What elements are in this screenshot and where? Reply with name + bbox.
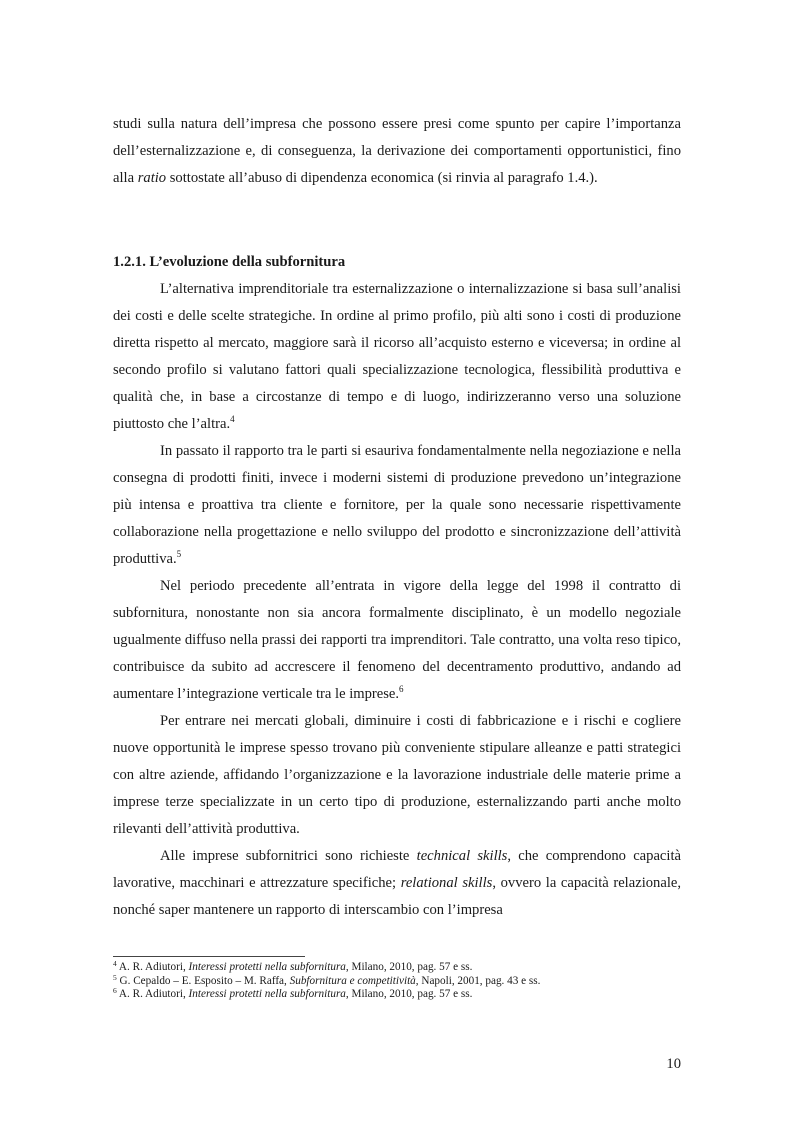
section-body	[113, 276, 681, 924]
intro-paragraph	[113, 111, 681, 192]
paragraph-3: Nel periodo precedente all’entrata in vigore della legge del 1998 il contratto di subfornitura, nonostante non sia ancora formalmente disciplinato, è un modello negoziale ugualmente diffuso nella prassi dei rapporti tra imprenditori. Tale contratto, una volta reso tipico, contribuisce da subito ad accrescere il fenomeno del decentramento produttivo, andando ad aumentare l’integrazione verticale tra le imprese.$^6$	[113, 578, 681, 702]
footnote-ref-6[interactable]: 6	[399, 684, 404, 694]
section-heading: 1.2.1. L’evoluzione della subfornitura	[113, 254, 346, 270]
intro-text-2: sottostate all’abuso di dipendenza economica (si rinvia al paragrafo 1.4.).	[166, 170, 598, 186]
footnote-4: $^4$ A. R. Adiutori, Interessi protetti nella subfornitura, Milano, 2010, pag. 57 e ss.	[113, 959, 473, 973]
footnote-6: $^6$ A. R. Adiutori, Interessi protetti nella subfornitura, Milano, 2010, pag. 57 e ss.	[113, 986, 473, 1000]
footnote-5: $^5$ G. Cepaldo – E. Esposito – M. Raffa, Subfornitura e competitività, Napoli, 2001, pag. 43 e ss.	[113, 972, 541, 987]
footnote-divider	[113, 956, 305, 957]
intro-italic-ratio: ratio	[137, 170, 167, 186]
italic-relational-skills: relational skills	[400, 875, 493, 891]
paragraph-5: Alle imprese subfornitrici sono richieste technical skills, che comprendono capacità lavorative, macchinari e attrezzature specifiche; relational skills, ovvero la capacità relazionale, nonché saper mantenere un rapporto di interscambio con l’impresa	[113, 848, 682, 918]
paragraph-2: In passato il rapporto tra le parti si esauriva fondamentalmente nella negoziazione e nella consegna di prodotti finiti, invece i moderni sistemi di produzione prevedono un’integrazione più intensa e proattiva tra cliente e fornitore, per la quale sono necessarie rispettivamente collaborazione nella progettazione e nello sviluppo del prodotto e sincronizzazione dell’attività produttiva.$^5$	[113, 443, 681, 567]
page-number: 10	[666, 1056, 681, 1072]
footnote-ref-4[interactable]: 4	[230, 414, 235, 424]
footnote-ref-5[interactable]: 5	[176, 549, 182, 559]
paragraph-1: L’alternativa imprenditoriale tra esternalizzazione o internalizzazione si basa sull’analisi dei costi e delle scelte strategiche. In ordine al primo profilo, più alti sono i costi di produzione diretta rispetto al mercato, maggiore sarà il ricorso all’acquisto esterno e viceversa; in ordine al secondo profilo si valutano fattori quali specializzazione tecnologica, flessibilità produttiva e qualità che, in base a circostanze di tempo e di luogo, indirizzeranno verso una soluzione piuttosto che l’altra.$^4$	[113, 281, 681, 432]
italic-technical-skills: technical skills	[416, 848, 508, 864]
intro-text-1: studi sulla natura dell’impresa che possono essere presi come spunto per capire l’importanza dell’esternalizzazione e, di conseguenza, la derivazione dei comportamenti opportunistici, fino alla	[113, 116, 681, 186]
paragraph-4: Per entrare nei mercati globali, diminuire i costi di fabbricazione e i rischi e cogliere nuove opportunità le imprese spesso trovano più conveniente stipulare alleanze e patti strategici con altre aziende, affidando l’organizzazione e la lavorazione industriale delle materie prime a imprese terze specializzate in un certo tipo di produzione, esternalizzando parti anche molto rilevanti dell’attività produttiva.	[113, 713, 681, 837]
footnotes	[113, 961, 681, 1002]
